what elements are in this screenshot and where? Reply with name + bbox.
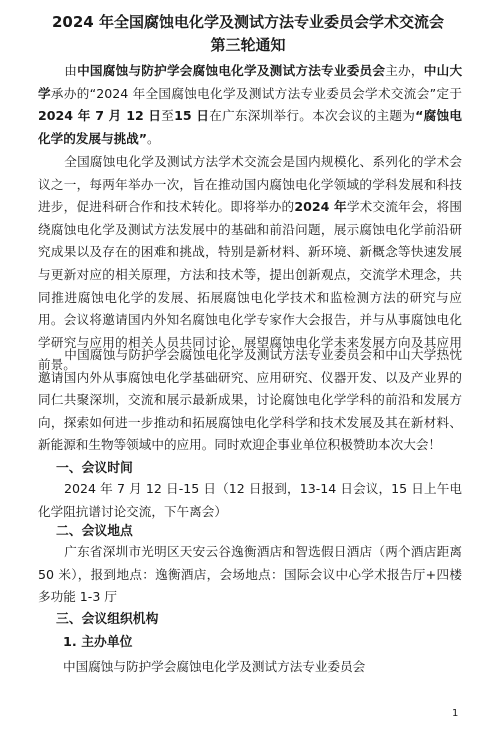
host-name: 中山大学	[38, 63, 463, 101]
section-text-time	[38, 478, 462, 523]
end-date: 15 日	[174, 108, 210, 124]
section-heading-organization: 三、会议组织机构	[56, 612, 159, 627]
paragraph-invitation	[38, 344, 462, 457]
text-run: 学术交流年会，将围绕腐蚀电化学及测试方法发展中的基础和前沿问题，展示腐蚀电化学前沿研究成果以及存在的困难和挑战，特别是新材料、新环境、新概念等快速发展与更新对应的相关原理，方法和技术等，提出创新观点，交流学术理念，共同推进腐蚀电化学的发展、拓展腐蚀电化学技术和监检测方法的研究与应用。会议将邀请国内外知名腐蚀电化学专家作大会报告，并与从事腐蚀电化学研究与应用的相关人员共同讨论，展望腐蚀电化学未来发展方向及其应用前景。	[38, 199, 463, 373]
text-run: 中国腐蚀与防护学会腐蚀电化学及测试方法专业委员会和中山大学热忱邀请国内外从事腐蚀电化学基础研究、应用研究、仪器开发、以及产业界的同仁共聚深圳，交流和展示最新成果，讨论腐蚀电化学学科的前沿和发展方向，探索如何进一步推动和拓展腐蚀电化学科学和技术发展及其在新材料、新能源和生物等领域中的应用。同时欢迎企事业单位积极赞助本次大会！	[38, 347, 462, 453]
start-date: 2024 年 7 月 12 日	[38, 108, 162, 124]
section-text-venue	[38, 541, 462, 609]
text-run: 承办的“2024 年全国腐蚀电化学及测试方法专业委员会学术交流会”定于	[50, 85, 462, 101]
text-run: 。	[147, 130, 160, 146]
text-run: 全国腐蚀电化学及测试方法学术交流会是国内规模化、系列化的学术会议之一，每两年举办一次，旨在推动国内腐蚀电化学领域的学科发展和科技进步，促进科研合作和技术转化。即将举办的	[38, 154, 462, 215]
section-heading-venue: 二、会议地点	[56, 524, 133, 539]
organizer-name: 中国腐蚀与防护学会腐蚀电化学及测试方法专业委员会	[77, 63, 386, 78]
text-run: 至	[161, 108, 175, 124]
subsection-heading-organizer: 1. 主办单位	[63, 635, 133, 650]
year-highlight: 2024 年	[294, 199, 347, 215]
text-run: 由	[64, 63, 78, 78]
page-number: 1	[452, 708, 459, 719]
text-run: 在广东深圳举行。本次会议的主题为	[209, 108, 416, 124]
section-heading-time: 一、会议时间	[56, 461, 133, 476]
text-run: 主办，	[385, 63, 424, 78]
page-title: 2024 年全国腐蚀电化学及测试方法专业委员会学术交流会	[52, 13, 444, 31]
paragraph-intro	[38, 60, 462, 150]
conference-theme: “腐蚀电化学的发展与挑战”	[38, 108, 463, 146]
page-subtitle: 第三轮通知	[210, 36, 286, 54]
section-text-organizer: 中国腐蚀与防护学会腐蚀电化学及测试方法专业委员会	[63, 659, 366, 674]
text-run: 广东省深圳市光明区天安云谷逸衡酒店和智选假日酒店（两个酒店距离 50 米），报到地点：逸衡酒店，会场地点：国际会议中心学术报告厅+四楼多功能 1-3 厅	[38, 544, 462, 605]
text-run: 2024 年 7 月 12 日-15 日（12 日报到，13-14 日会议，15 日上午电化学阻抗谱讨论交流，下午离会）	[38, 481, 462, 519]
